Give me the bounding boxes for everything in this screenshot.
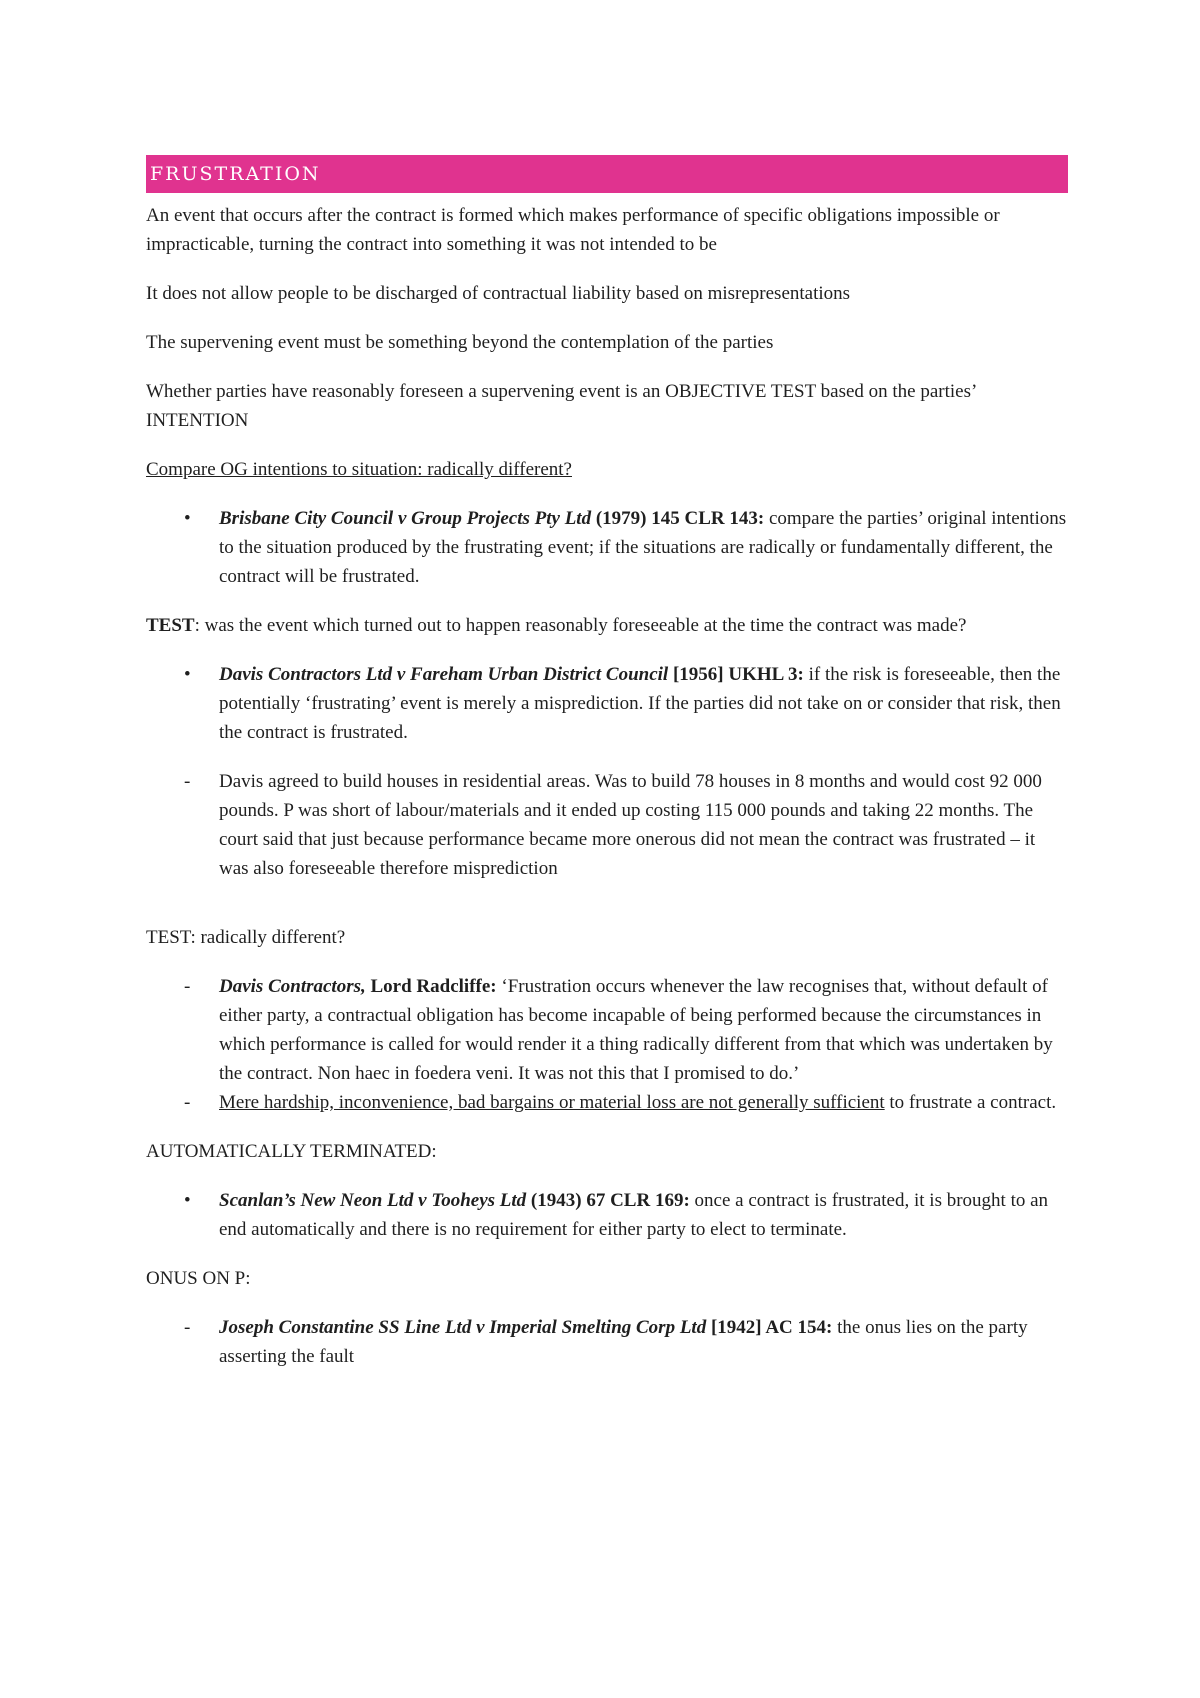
bullet-marker: • — [184, 1190, 191, 1211]
paragraph-automatically-terminated: AUTOMATICALLY TERMINATED: — [146, 1141, 437, 1162]
list-item-hardship — [146, 1088, 1068, 1117]
case-name: Davis Contractors Ltd v Fareham Urban District Council — [219, 664, 669, 685]
bullet-marker: • — [184, 664, 191, 685]
case-summary: compare the parties’ original intentions to the situation produced by the frustrating event; if the situations are radically or fundamentally different, the contract will be frustrated. — [219, 508, 1067, 587]
case-citation: [1956] UKHL 3: — [668, 664, 804, 685]
test-label: TEST — [146, 615, 195, 636]
spacer — [146, 903, 1068, 923]
document-page — [146, 155, 1068, 1391]
bullet-marker: • — [184, 508, 191, 529]
list-item-joseph — [146, 1313, 1068, 1371]
list-item-brisbane — [146, 504, 1068, 591]
paragraph-misrepresentation: It does not allow people to be discharged of contractual liability based on misrepresentations — [146, 283, 851, 304]
list-brisbane — [146, 504, 1068, 591]
paragraph-compare-intentions — [146, 455, 1068, 484]
list-joseph — [146, 1313, 1068, 1371]
paragraph-supervening-event: The supervening event must be something beyond the contemplation of the parties — [146, 332, 774, 353]
paragraph-onus: ONUS ON P: — [146, 1268, 251, 1289]
paragraph-test-foreseeable — [146, 611, 1068, 640]
dash-marker: - — [184, 1317, 191, 1338]
paragraph-test-radically-different: TEST: radically different? — [146, 927, 346, 948]
hardship-text: to frustrate a contract. — [884, 1092, 1057, 1113]
case-facts: Davis agreed to build houses in residential areas. Was to build 78 houses in 8 months and would cost 92 000 pounds. P was short of labour/materials and it ended up costing 115 000 pounds and taking 22 months. The court said that just because performance became more onerous did not mean the contract was frustrated – it was also foreseeable therefore misprediction — [219, 771, 1042, 879]
dash-marker: - — [184, 771, 191, 792]
underlined-subheading: Compare OG intentions to situation: radically different? — [146, 459, 572, 480]
case-citation: (1979) 145 CLR 143: — [591, 508, 765, 529]
list-item-davis — [146, 660, 1068, 747]
list-item-davis-facts — [146, 767, 1068, 883]
section-heading: FRUSTRATION — [146, 155, 1068, 193]
list-item-scanlan — [146, 1186, 1068, 1244]
case-name: Brisbane City Council v Group Projects Pty Ltd — [219, 508, 592, 529]
case-name: Scanlan’s New Neon Ltd v Tooheys Ltd — [219, 1190, 527, 1211]
case-summary: once a contract is frustrated, it is brought to an end automatically and there is no requirement for either party to elect to terminate. — [219, 1190, 1049, 1240]
case-citation: (1943) 67 CLR 169: — [526, 1190, 690, 1211]
list-scanlan — [146, 1186, 1068, 1244]
case-name: Davis Contractors, — [219, 976, 366, 997]
list-radcliffe — [146, 972, 1068, 1117]
case-name: Joseph Constantine SS Line Ltd v Imperial Smelting Corp Ltd — [219, 1317, 707, 1338]
list-item-radcliffe — [146, 972, 1068, 1088]
underlined-text: Mere hardship, inconvenience, bad bargains or material loss are not generally sufficient — [219, 1092, 885, 1113]
case-summary: the onus lies on the party asserting the fault — [219, 1317, 1028, 1367]
paragraph-definition: An event that occurs after the contract is formed which makes performance of specific obligations impossible or impracticable, turning the contract into something it was not intended to be — [146, 205, 1000, 255]
paragraph-objective-test: Whether parties have reasonably foreseen a supervening event is an OBJECTIVE TEST based on the parties’ INTENTION — [146, 381, 976, 431]
case-summary: if the risk is foreseeable, then the potentially ‘frustrating’ event is merely a misprediction. If the parties did not take on or consider that risk, then the contract is frustrated. — [219, 664, 1061, 743]
dash-marker: - — [184, 976, 191, 997]
judge-name: Lord Radcliffe: — [365, 976, 497, 997]
test-text: : was the event which turned out to happen reasonably foreseeable at the time the contract was made? — [194, 615, 967, 636]
quotation: ‘Frustration occurs whenever the law recognises that, without default of either party, a contractual obligation has become incapable of being performed because the circumstances in which performance is called for would render it a thing radically different from that which was undertaken by the contract. Non haec in foedera veni. It was not this that I promised to do.’ — [219, 976, 1053, 1084]
case-citation: [1942] AC 154: — [706, 1317, 833, 1338]
list-davis — [146, 660, 1068, 883]
dash-marker: - — [184, 1092, 191, 1113]
